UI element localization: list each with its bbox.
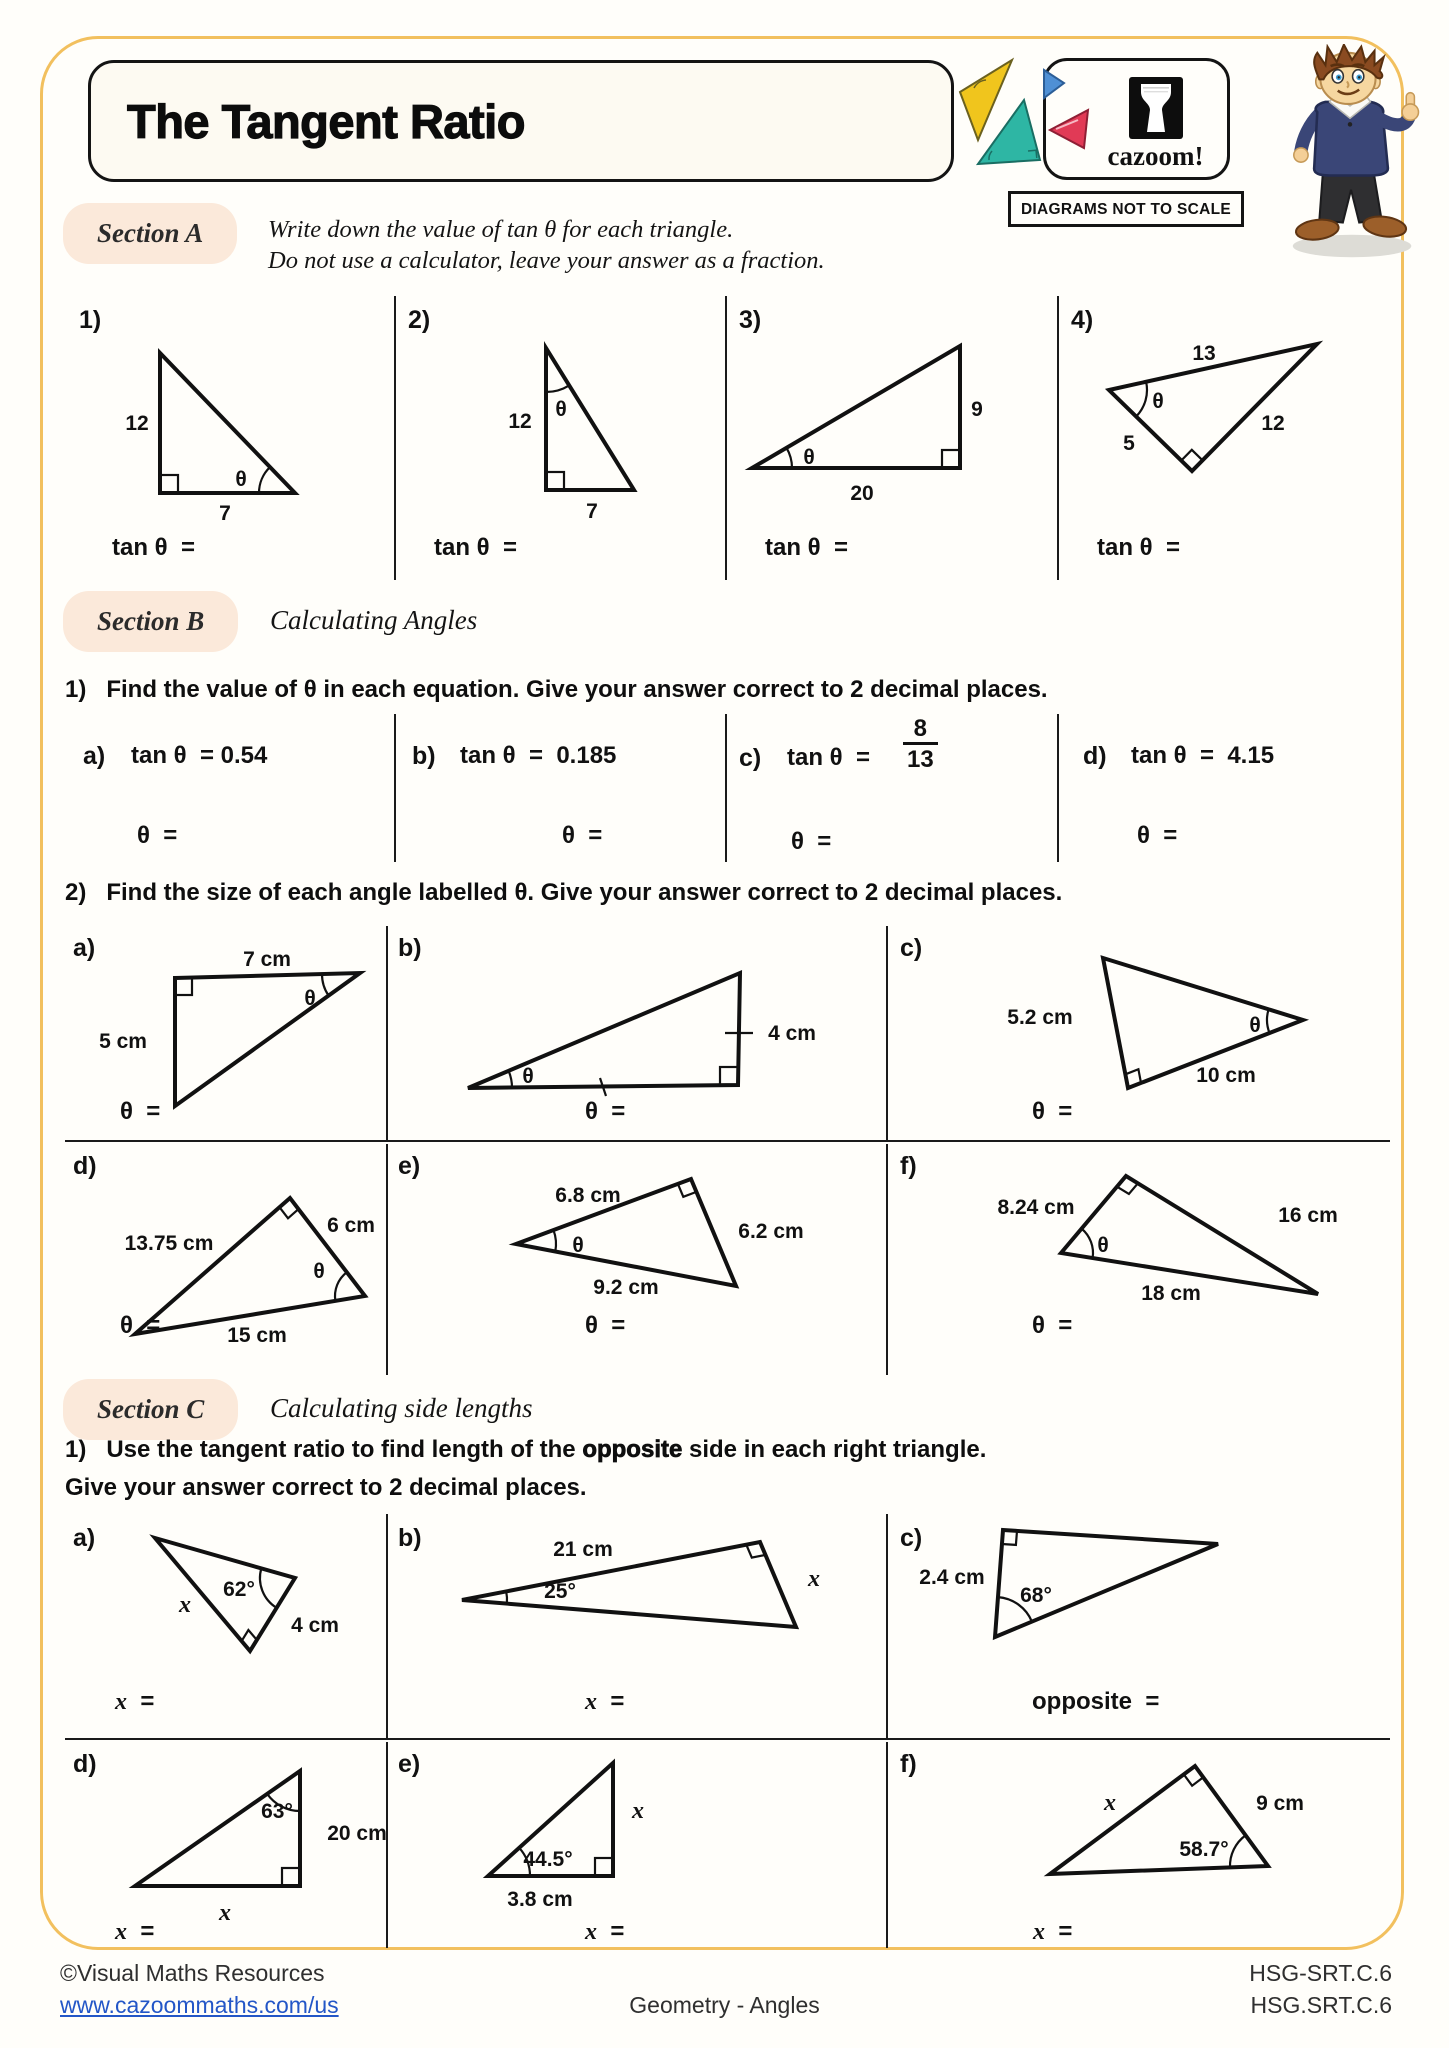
section-b-subtitle: Calculating Angles: [270, 605, 478, 635]
x-variable: x: [585, 1689, 597, 1715]
problem-number: a): [73, 1524, 96, 1552]
equals: =: [597, 1688, 625, 1715]
answer-label: θ =: [585, 1312, 626, 1339]
problem-number: b): [398, 934, 422, 962]
problem-number: 2): [408, 306, 431, 334]
triangle-b-cell: [388, 1514, 888, 1738]
fraction-denominator: 13: [903, 742, 938, 773]
theta-label: θ: [235, 468, 247, 491]
problem-number: 1): [79, 306, 102, 334]
equals: =: [1045, 1918, 1073, 1945]
side-label: 9.2 cm: [593, 1276, 659, 1299]
triangle-diagram-1: [65, 328, 396, 528]
theta-label: θ: [555, 398, 567, 421]
triangle-diagram: [888, 1166, 1390, 1346]
not-to-scale-note: DIAGRAMS NOT TO SCALE: [1008, 191, 1244, 227]
theta-label: θ: [1152, 390, 1164, 413]
side-label: 12: [1261, 412, 1285, 435]
triangle-diagram: [65, 1748, 388, 1928]
answer-label: θ =: [1137, 822, 1178, 849]
section-c-row-1: [65, 1514, 1390, 1740]
problem-number: e): [398, 1750, 421, 1778]
answer-label: [115, 1918, 154, 1946]
equation-text: tan θ = 4.15: [1131, 742, 1275, 769]
equation-c-cell: [727, 714, 1059, 862]
equation-d-cell: [1059, 714, 1390, 862]
prompt-text: 1) Use the tangent ratio to find length of the: [65, 1436, 583, 1463]
unknown-side-label: x: [1104, 1790, 1116, 1816]
answer-label: [1033, 1918, 1072, 1946]
problem-number: d): [73, 1750, 97, 1778]
section-c-badge: Section C: [63, 1379, 238, 1440]
side-label: 13: [1192, 342, 1216, 365]
side-label: 4 cm: [291, 1614, 339, 1637]
triangle-a-cell: [65, 926, 388, 1140]
triangle-diagram: [65, 1522, 388, 1682]
standard-code-1: HSG-SRT.C.6: [1249, 1960, 1392, 1986]
problem-number: a): [73, 934, 96, 962]
theta-label: θ: [1249, 1014, 1261, 1037]
section-a-badge: Section A: [63, 203, 237, 264]
triangle-diagram-3: [727, 328, 1059, 528]
prompt-text: side in each right triangle.: [682, 1436, 987, 1463]
problem-4-cell: [1059, 296, 1390, 580]
equation-text: tan θ = 0.185: [460, 742, 617, 769]
section-b-q1-prompt: 1) Find the value of θ in each equation. Give your answer correct to 2 decimal places.: [65, 676, 1048, 703]
section-c-row-2: [65, 1742, 1390, 1948]
unknown-side-label: x: [632, 1798, 644, 1824]
problem-number: c): [900, 1524, 923, 1552]
problem-number: b): [398, 1524, 422, 1552]
answer-label: tan θ =: [1097, 534, 1180, 561]
equation-text: tan θ =: [787, 744, 870, 771]
answer-label: θ =: [562, 822, 603, 849]
side-label: 2.4 cm: [919, 1566, 985, 1589]
problem-number: 4): [1071, 306, 1094, 334]
answer-label: θ =: [791, 828, 832, 855]
problem-number: b): [412, 742, 436, 770]
triangle-c-cell: [888, 926, 1390, 1140]
problem-2-cell: [396, 296, 727, 580]
problem-number: d): [1083, 742, 1107, 770]
section-a-problem-row: [65, 296, 1390, 580]
section-b-q2-prompt: 2) Find the size of each angle labelled θ. Give your answer correct to 2 decimal places.: [65, 879, 1063, 906]
x-variable: x: [1033, 1919, 1045, 1945]
answer-label: θ =: [137, 822, 178, 849]
side-label: 20 cm: [327, 1822, 387, 1845]
section-b-q1-row: [65, 714, 1390, 862]
problem-number: f): [900, 1152, 917, 1180]
theta-label: θ: [1097, 1234, 1109, 1257]
standard-code-2: HSG.SRT.C.6: [1250, 1992, 1392, 2018]
side-label: 9 cm: [1256, 1792, 1304, 1815]
theta-label: θ: [313, 1260, 325, 1283]
section-c-q1-prompt-line2: Give your answer correct to 2 decimal places.: [65, 1474, 587, 1501]
triangle-f-cell: [888, 1742, 1390, 1948]
triangle-diagram: [388, 1748, 888, 1928]
triangle-diagram-4: [1059, 328, 1390, 528]
problem-number: d): [73, 1152, 97, 1180]
side-label: 3.8 cm: [507, 1888, 573, 1911]
answer-label: opposite =: [1032, 1688, 1160, 1715]
angle-label: 58.7°: [1179, 1838, 1229, 1861]
answer-label: θ =: [1032, 1312, 1073, 1339]
instruction-line: Write down the value of tan θ for each triangle.: [268, 216, 734, 243]
unknown-side-label: x: [179, 1592, 191, 1618]
side-label: 20: [850, 482, 874, 505]
cartoon-boy-mascot: [1258, 44, 1442, 262]
section-a-instructions: [268, 214, 825, 276]
problem-number: e): [398, 1152, 421, 1180]
answer-label: [585, 1918, 624, 1946]
triangle-e-cell: [388, 1144, 888, 1375]
triangle-d-cell: [65, 1144, 388, 1375]
triangle-diagram: [888, 948, 1390, 1123]
triangle-a-cell: [65, 1514, 388, 1738]
problem-number: 3): [739, 306, 762, 334]
page-title: The Tangent Ratio: [127, 94, 525, 148]
theta-label: θ: [522, 1065, 534, 1088]
side-label: 4 cm: [768, 1022, 816, 1045]
angle-label: 25°: [544, 1580, 576, 1603]
red-triangle-icon: [1050, 110, 1088, 148]
side-label: 7 cm: [243, 948, 291, 971]
cazoom-logo-text: cazoom!: [1107, 141, 1204, 171]
angle-label: 62°: [223, 1578, 255, 1601]
answer-label: [115, 1688, 154, 1716]
unknown-side-label: x: [808, 1566, 820, 1592]
triangle-diagram: [65, 1166, 388, 1346]
angle-label: 44.5°: [523, 1848, 573, 1871]
triangle-diagram: [888, 1748, 1390, 1928]
side-label: 21 cm: [553, 1538, 613, 1561]
triangle-diagram: [65, 948, 388, 1123]
side-label: 13.75 cm: [124, 1232, 214, 1255]
problem-number: c): [739, 744, 762, 772]
answer-label: θ =: [1032, 1098, 1073, 1125]
side-label: 6.8 cm: [555, 1184, 621, 1207]
blue-triangle-icon: [1044, 70, 1064, 98]
answer-label: θ =: [585, 1098, 626, 1125]
problem-number: c): [900, 934, 923, 962]
x-variable: x: [585, 1919, 597, 1945]
triangle-b-cell: [388, 926, 888, 1140]
theta-label: θ: [572, 1234, 584, 1257]
triangle-d-cell: [65, 1742, 388, 1948]
section-b-badge: Section B: [63, 591, 238, 652]
logo-triangle-shapes-icon: [956, 56, 1096, 176]
answer-label: θ =: [120, 1098, 161, 1125]
section-c-q1-prompt: [65, 1436, 986, 1464]
angle-label: 63°: [261, 1800, 293, 1823]
side-label: 7: [586, 500, 598, 523]
triangle-e-cell: [388, 1742, 888, 1948]
problem-1-cell: [65, 296, 396, 580]
side-label: 8.24 cm: [997, 1196, 1075, 1219]
answer-label: θ =: [120, 1312, 161, 1339]
triangle-diagram: [388, 948, 888, 1123]
side-label: 7: [219, 502, 231, 525]
answer-label: tan θ =: [434, 534, 517, 561]
prompt-emphasis: opposite: [582, 1436, 683, 1463]
copyright-text: ©Visual Maths Resources: [60, 1960, 325, 1986]
fraction-numerator: 8: [913, 715, 928, 742]
equals: =: [127, 1918, 155, 1945]
x-variable: x: [115, 1689, 127, 1715]
theta-label: θ: [304, 987, 316, 1010]
equals: =: [127, 1688, 155, 1715]
section-c-subtitle: Calculating side lengths: [270, 1393, 533, 1423]
equation-text: tan θ = 0.54: [131, 742, 268, 769]
problem-3-cell: [727, 296, 1059, 580]
triangle-diagram: [388, 1522, 888, 1682]
triangle-f-cell: [888, 1144, 1390, 1375]
side-label: 10 cm: [1196, 1064, 1256, 1087]
theta-label: θ: [803, 446, 815, 469]
side-label: 5.2 cm: [1007, 1006, 1073, 1029]
equation-a-cell: [65, 714, 396, 862]
instruction-line: Do not use a calculator, leave your answer as a fraction.: [268, 247, 825, 274]
title-box: [88, 60, 954, 182]
problem-number: f): [900, 1750, 917, 1778]
x-variable: x: [115, 1919, 127, 1945]
side-label: 6 cm: [327, 1214, 375, 1237]
triangle-diagram: [888, 1522, 1390, 1682]
triangle-diagram-2: [396, 328, 727, 528]
section-b-q2-row-1: [65, 926, 1390, 1142]
equals: =: [597, 1918, 625, 1945]
answer-label: tan θ =: [765, 534, 848, 561]
side-label: 12: [508, 410, 532, 433]
unknown-side-label: x: [219, 1900, 231, 1926]
side-label: 12: [125, 412, 149, 435]
side-label: 18 cm: [1141, 1282, 1201, 1305]
website-link[interactable]: www.cazoommaths.com/us: [60, 1992, 339, 2018]
side-label: 9: [971, 398, 983, 421]
answer-label: [585, 1688, 624, 1716]
problem-number: a): [83, 742, 106, 770]
answer-label: tan θ =: [112, 534, 195, 561]
triangle-diagram: [388, 1166, 888, 1346]
cazoom-drum-icon: [1129, 77, 1183, 139]
section-b-q2-row-2: [65, 1144, 1390, 1375]
side-label: 15 cm: [227, 1324, 287, 1346]
side-label: 5 cm: [99, 1030, 147, 1053]
footer-topic: Geometry - Angles: [629, 1992, 820, 2018]
triangle-c-cell: [888, 1514, 1390, 1738]
side-label: 16 cm: [1278, 1204, 1338, 1227]
fraction: [903, 716, 938, 773]
equation-b-cell: [396, 714, 727, 862]
angle-label: 68°: [1020, 1584, 1052, 1607]
side-label: 5: [1123, 432, 1135, 455]
side-label: 6.2 cm: [738, 1220, 804, 1243]
